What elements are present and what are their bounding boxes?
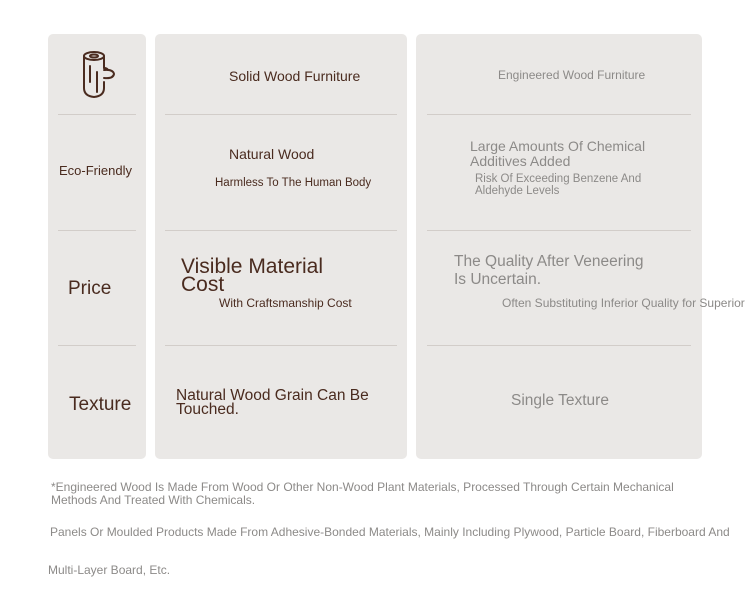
wood-log-icon	[80, 50, 116, 100]
eco-friendly-label: Eco-Friendly	[59, 163, 132, 178]
row-divider	[427, 114, 691, 115]
row-divider	[427, 345, 691, 346]
price-label: Price	[68, 278, 112, 299]
price-engineered-main-1: The Quality After Veneering	[454, 253, 644, 270]
texture-solid-main-2: Touched.	[176, 401, 239, 418]
eco-engineered-main-2: Additives Added	[470, 153, 571, 169]
eco-engineered-main-1: Large Amounts Of Chemical	[470, 138, 646, 154]
eco-solid-sub: Harmless To The Human Body	[215, 177, 372, 189]
engineered-wood-title: Engineered Wood Furniture	[498, 68, 646, 82]
texture-label: Texture	[69, 394, 132, 415]
price-solid-sub: With Craftsmanship Cost	[219, 296, 352, 310]
eco-engineered-sub-1: Risk Of Exceeding Benzene And	[475, 173, 642, 185]
row-divider	[165, 230, 397, 231]
eco-solid-main: Natural Wood	[229, 146, 315, 162]
texture-solid-main-1: Natural Wood Grain Can Be	[176, 387, 369, 404]
row-divider	[58, 230, 136, 231]
row-divider	[165, 345, 397, 346]
eco-engineered-sub-2: Aldehyde Levels	[475, 185, 560, 197]
row-divider	[58, 345, 136, 346]
footnote-line-4: Multi-Layer Board, Etc.	[48, 563, 171, 577]
texture-engineered-main: Single Texture	[511, 392, 609, 409]
footnote-line-1: *Engineered Wood Is Made From Wood Or Other Non-Wood Plant Materials, Processed Through Certain Mechanical	[51, 480, 674, 494]
footnote-line-2: Methods And Treated With Chemicals.	[51, 493, 256, 507]
footnote-line-3: Panels Or Moulded Products Made From Adhesive-Bonded Materials, Mainly Including Plywood, Particle Board, Fiberboard And	[50, 525, 730, 539]
row-divider	[427, 230, 691, 231]
price-engineered-sub: Often Substituting Inferior Quality for Superior	[502, 296, 745, 310]
row-divider	[58, 114, 136, 115]
solid-wood-title: Solid Wood Furniture	[229, 68, 361, 84]
row-divider	[165, 114, 397, 115]
price-solid-main-1: Visible Material	[181, 255, 324, 278]
price-engineered-main-2: Is Uncertain.	[454, 271, 542, 288]
price-solid-main-2: Cost	[181, 273, 225, 296]
